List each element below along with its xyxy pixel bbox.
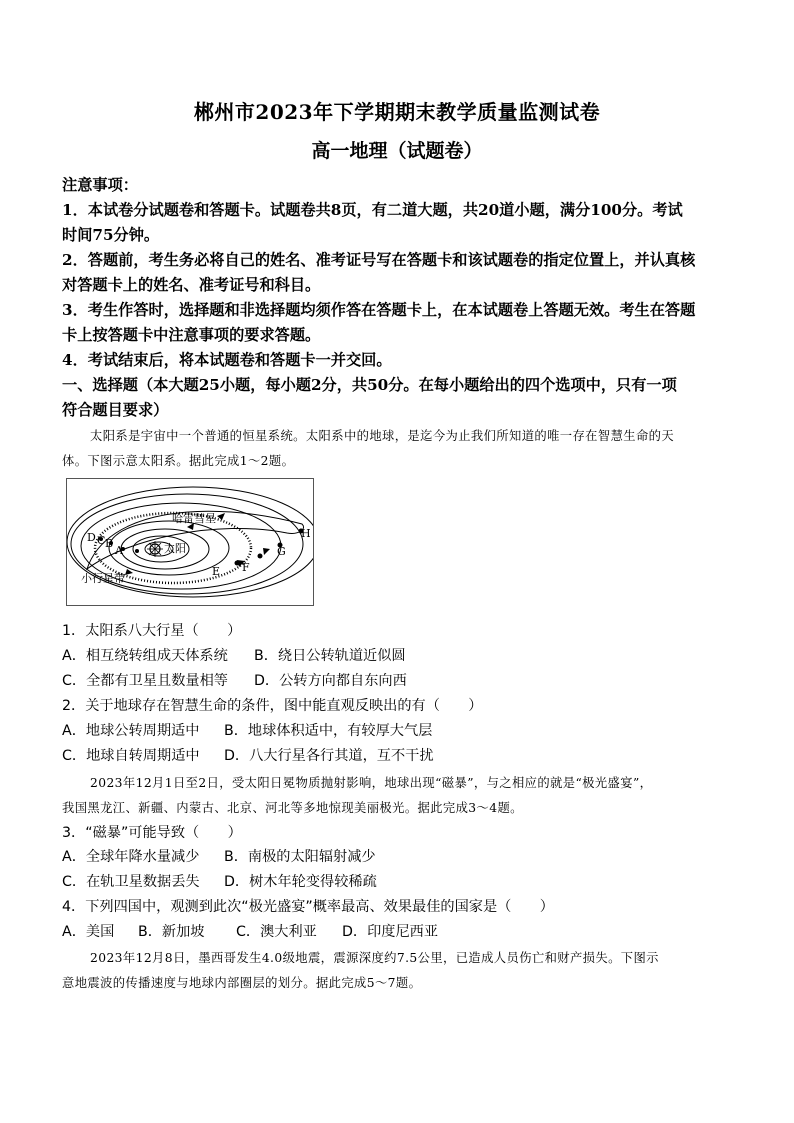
question-1-option-c[interactable]: C．全都有卫星且数量相等 — [62, 673, 228, 689]
label-asteroid-belt: 小行星带 — [81, 572, 125, 585]
notice-line: 3．考生作答时，选择题和非选择题均须作答在答题卡上，在本试题卷上答题无效。考生在答题 — [62, 301, 696, 319]
question-1-option-d[interactable]: D．公转方向都自东向西 — [254, 673, 407, 689]
label-e: E — [212, 565, 221, 578]
notice-line: 时间75分钟。 — [62, 226, 160, 244]
question-4-option-a[interactable]: A．美国 — [62, 924, 115, 940]
page-subtitle: 高一地理（试题卷） — [311, 140, 483, 162]
label-c: C — [97, 534, 106, 547]
label-sun: 太阳 — [164, 542, 186, 555]
solar-system-svg — [67, 479, 313, 605]
label-a: A — [115, 544, 123, 557]
solar-system-diagram — [66, 478, 314, 606]
label-b-visible: B — [105, 537, 114, 550]
passage-line: 体。下图示意太阳系。据此完成1～2题。 — [62, 454, 295, 468]
question-4-option-b[interactable]: B．新加坡 — [138, 924, 205, 940]
label-f: F — [242, 561, 250, 574]
notice-line: 2．答题前，考生务必将自己的姓名、准考证号写在答题卡和该试题卷的指定位置上，并认真核 — [62, 251, 696, 269]
notice-line: 卡上按答题卡中注意事项的要求答题。 — [62, 326, 321, 344]
label-h: H — [301, 527, 311, 540]
question-2-option-b[interactable]: B．地球体积适中，有较厚大气层 — [224, 723, 433, 739]
passage-line: 我国黑龙江、新疆、内蒙古、北京、河北等多地惊现美丽极光。据此完成3～4题。 — [62, 801, 523, 815]
label-d: D — [87, 531, 96, 544]
notice-line: 1．本试卷分试题卷和答题卡。试题卷共8页，有二道大题，共20道小题，满分100分。考试 — [62, 201, 683, 219]
question-3-option-d[interactable]: D．树木年轮变得较稀疏 — [224, 874, 377, 890]
question-2-option-c[interactable]: C．地球自转周期适中 — [62, 748, 200, 764]
question-1-stem: 1．太阳系八大行星（ ） — [62, 623, 242, 639]
passage-line: 2023年12月8日，墨西哥发生4.0级地震，震源深度约7.5公里，已造成人员伤亡和财产损失。下图示 — [90, 951, 659, 965]
page-title: 郴州市2023年下学期期末教学质量监测试卷 — [193, 100, 601, 124]
notice-line: 对答题卡上的姓名、准考证号和科目。 — [62, 276, 321, 294]
label-g: G — [277, 545, 286, 558]
question-3-option-b[interactable]: B．南极的太阳辐射减少 — [224, 849, 376, 865]
passage-line: 太阳系是宇宙中一个普通的恒星系统。太阳系中的地球，是迄今为止我们所知道的唯一存在智慧生命的天 — [90, 429, 675, 443]
question-1-option-a[interactable]: A．相互绕转组成天体系统 — [62, 648, 228, 664]
question-4-stem: 4．下列四国中，观测到此次“极光盛宴”概率最高、效果最佳的国家是（ ） — [62, 899, 554, 915]
passage-line: 意地震波的传播速度与地球内部圈层的划分。据此完成5～7题。 — [62, 976, 422, 990]
passage-line: 2023年12月1日至2日，受太阳日冕物质抛射影响，地球出现“磁暴”，与之相应的就是“极光盛宴”， — [90, 776, 653, 790]
question-3-stem: 3．“磁暴”可能导致（ ） — [62, 825, 242, 841]
question-2-stem: 2．关于地球存在智慧生命的条件，图中能直观反映出的有（ ） — [62, 698, 483, 714]
question-4-option-c[interactable]: C．澳大利亚 — [236, 924, 317, 940]
label-comet: 哈雷彗星 — [172, 512, 216, 525]
question-3-option-a[interactable]: A．全球年降水量减少 — [62, 849, 200, 865]
section-heading-cont: 符合题目要求） — [62, 401, 169, 419]
question-2-option-d[interactable]: D．八大行星各行其道，互不干扰 — [224, 748, 434, 764]
question-2-option-a[interactable]: A．地球公转周期适中 — [62, 723, 200, 739]
notice-line: 4．考试结束后，将本试题卷和答题卡一并交回。 — [62, 351, 392, 369]
question-4-option-d[interactable]: D．印度尼西亚 — [342, 924, 439, 940]
section-heading: 一、选择题（本大题25小题，每小题2分，共50分。在每小题给出的四个选项中，只有一项 — [62, 376, 677, 394]
notice-heading: 注意事项： — [62, 176, 138, 194]
question-3-option-c[interactable]: C．在轨卫星数据丢失 — [62, 874, 200, 890]
question-1-option-b[interactable]: B．绕日公转轨道近似圆 — [254, 648, 406, 664]
